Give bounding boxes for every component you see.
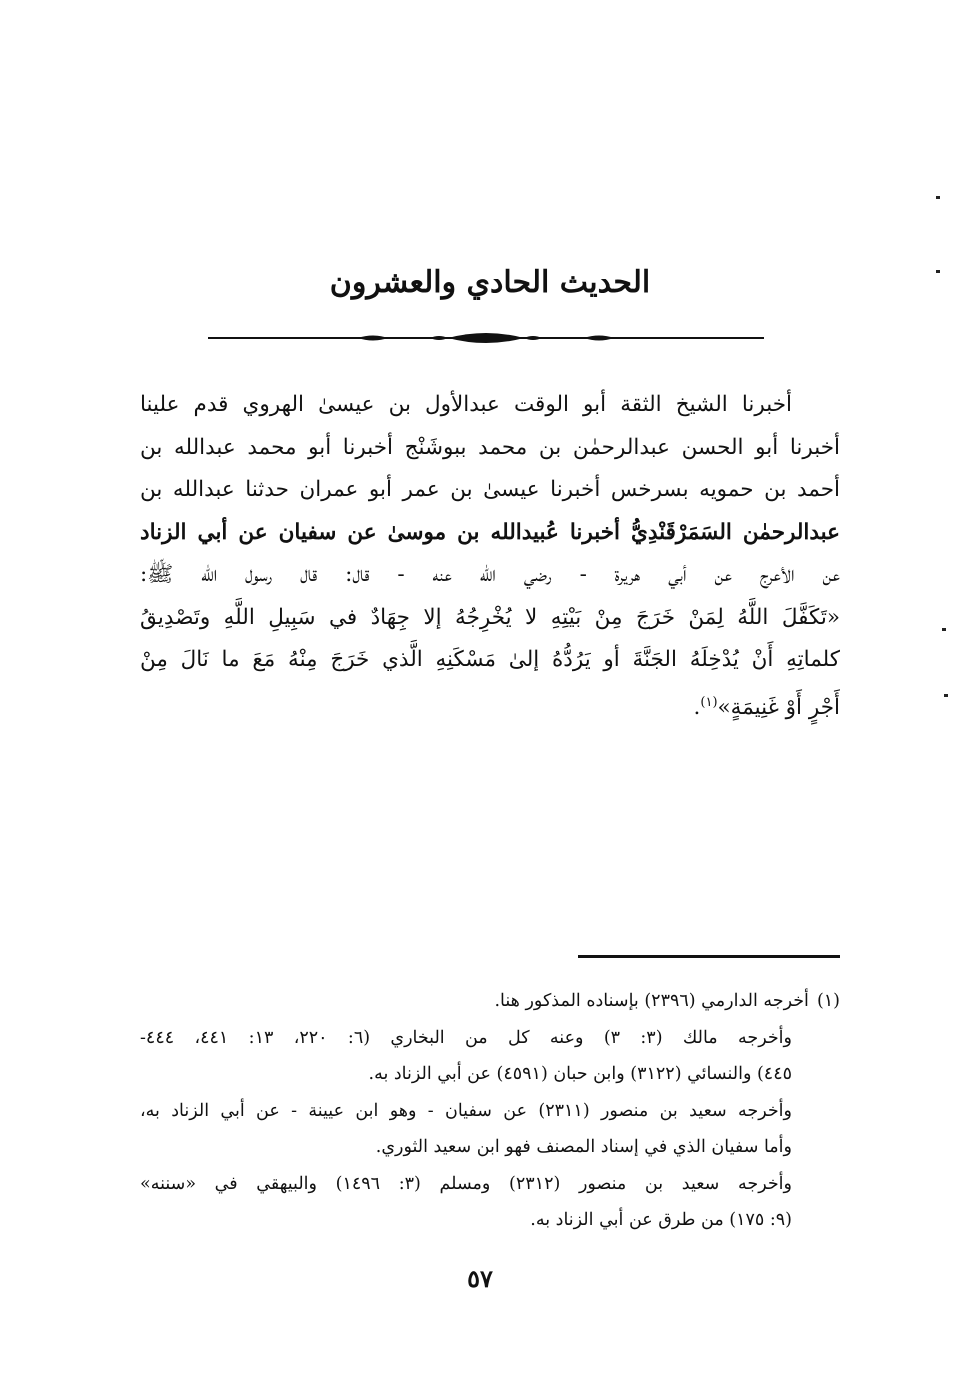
footnote-line [140,983,840,1020]
hadith-title: الحديث الحادي والعشرون [329,265,651,300]
hadith-body [140,384,840,729]
body-line: «تَكَفَّلَ اللَّهُ لِمَنْ خَرَجَ مِنْ بَيْتِهِ لا يُخْرِجُهُ إلا جِهَادٌ في سَبِيلِ اللَّهِ وتَصْدِيقُ [140,604,840,630]
body-line: كلماتِهِ أَنْ يُدْخِلَهُ الجَنَّةَ أو يَرُدُّهُ إلىٰ مَسْكَنِهِ الَّذي خَرَجَ مِنْهُ مَعَ ما نَالَ مِنْ [140,647,840,672]
footnote-line: ٤٤٥) والنسائي (٣١٢٢) وابن حبان (٤٥٩١) عن أبي الزناد به. [368,1064,792,1084]
title-ornament-divider [208,326,764,350]
footnote-line: (٩: ١٧٥) من طرق عن أبي الزناد به. [530,1210,792,1230]
footnote-line: وأما سفيان الذي في إسناد المصنف فهو ابن سعيد الثوري. [375,1137,792,1157]
footnote-line: وأخرجه سعيد بن منصور (٢٣١١) عن سفيان - وهو ابن عيينة - عن أبي الزناد به، [140,1100,792,1121]
scan-speck [944,694,948,697]
footnote-separator [578,955,840,958]
body-last-text: أَجْرٍ أَوْ غَنِيمَةٍ» [717,694,840,720]
body-line: عن الأعرج عن أبي هريرة - رضي الله عنه - قال: قال رسول الله ﷺ: [140,562,840,587]
body-line: أحمد بن حمويه بسرخس أخبرنا عيسىٰ بن عمر أبو عمران حدثنا عبدالله بن [140,477,840,502]
body-line: عبدالرحمٰن السَمَرْقَنْدِيُّ أخبرنا عُبيدالله بن موسىٰ عن سفيان عن أبي الزناد [140,519,840,545]
footnote-text: أخرجه الدارمي (٢٣٩٦) بإسناده المذكور هنا. [494,991,809,1011]
scan-speck [942,628,946,631]
body-last-end: . [693,694,701,720]
body-line: أخبرنا الشيخ الثقة أبو الوقت عبدالأول بن عيسىٰ الهروي قدم علينا [140,392,792,417]
scan-speck [936,196,940,199]
footnote-reference: (١) [700,694,718,710]
footnote-line: وأخرجه سعيد بن منصور (٢٣١٢) ومسلم (٣: ١٤٩٦) والبيهقي في «سننه» [140,1173,792,1194]
footnote-line: وأخرجه مالك (٣: ٣) وعنه كل من البخاري (٦: ٢٢٠، ١٣: ٤٤١، ٤٤٤- [140,1027,792,1048]
footnotes [140,983,840,1239]
footnote-marker: (١) [816,991,840,1011]
page-number: ٥٧ [467,1264,493,1293]
body-line: أخبرنا أبو الحسن عبدالرحمٰن بن محمد ببوشَنْج أخبرنا أبو محمد عبدالله بن [140,434,840,460]
body-line [140,682,840,730]
scan-speck [936,270,940,273]
